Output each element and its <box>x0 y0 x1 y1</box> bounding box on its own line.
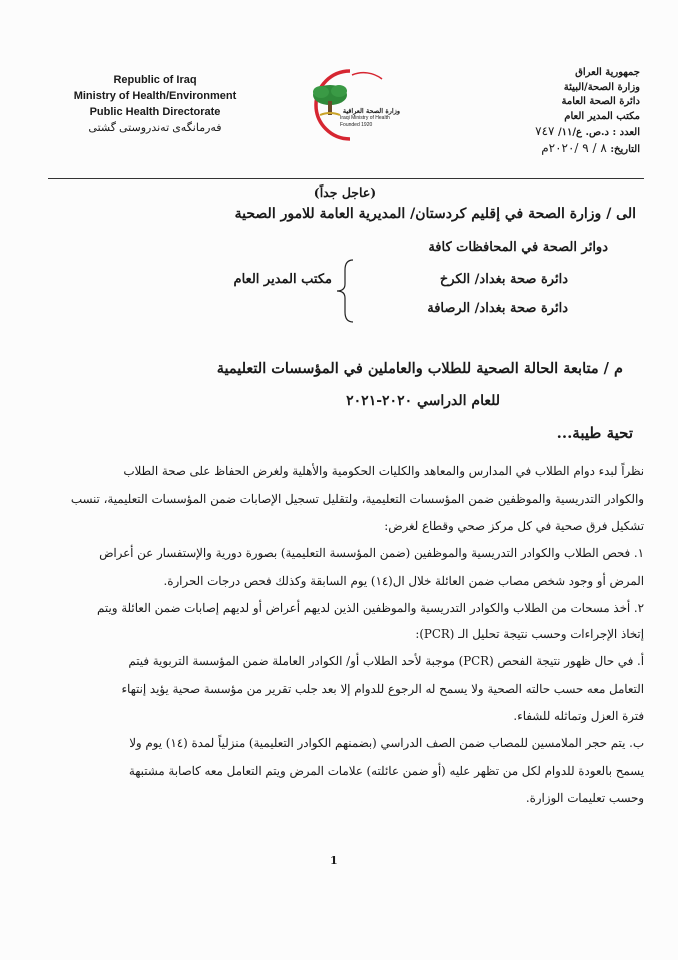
body-line: ١. فحص الطلاب والكوادر التدريسية والموظفين (ضمن المؤسسة التعليمية) بصورة دورية والإستفسار عن أعراض <box>99 546 644 560</box>
header-en-line3: Public Health Directorate <box>89 106 221 118</box>
page-number: 1 <box>330 854 338 867</box>
body-line: المرض أو وجود شخص مصاب ضمن العائلة خلال ال(١٤) يوم السابقة وكذلك فحص درجات الحرارة. <box>163 574 644 588</box>
logo-ministry-en: Iraqi Ministry of Health <box>340 115 390 121</box>
subject-line-2: للعام الدراسي ٢٠٢٠-٢٠٢١ <box>346 393 500 409</box>
greeting: تحية طيبة... <box>556 424 633 442</box>
letter-date-value: ٨ / ٩ /٢٠٢٠م <box>541 140 607 155</box>
reference-number <box>430 124 640 141</box>
recipient-3: دائرة صحة بغداد/ الرصافة <box>427 301 568 316</box>
english-letterhead <box>55 72 255 136</box>
urgent-label: (عاجل جداً) <box>313 185 377 200</box>
header-ar-line2: وزارة الصحة/البيئة <box>563 81 640 93</box>
body-line: تشكيل فرق صحية في كل مركز صحي وقطاع لغرض: <box>384 519 644 533</box>
header-en-line2: Ministry of Health/Environment <box>73 90 237 102</box>
letter-date-label: التاريخ: <box>610 143 640 155</box>
body-line: يسمح بالعودة للدوام لكل من تظهر عليه (أو ضمن عائلته) علامات المرض ويتم التعامل معه كاصابة مشتبهة <box>128 764 644 778</box>
recipients-brace <box>333 258 363 324</box>
header-divider <box>48 178 644 179</box>
body-line: والكوادر التدريسية والموظفين ضمن المؤسسات التعليمية، ولتقليل تسجيل الإصابات ضمن المؤسسات التعليمية، تنسب <box>70 492 644 506</box>
body-line: إتخاذ الإجراءات وحسب نتيجة تحليل الـ (PCR): <box>415 627 644 641</box>
header-ar-line4: مكتب المدير العام <box>564 110 640 122</box>
body-line: فترة العزل وتماثله للشفاء. <box>513 709 644 723</box>
body-line: ٢. أخذ مسحات من الطلاب والكوادر التدريسية والموظفين الذين لديهم أعراض أو لديهم إصابات ضمن العائلة ويتم <box>97 601 644 615</box>
ministry-logo-icon <box>290 65 400 145</box>
header-ar-line3: دائرة الصحة العامة <box>561 96 640 107</box>
addressee-line: الى / وزارة الصحة في إقليم كردستان/ المديرية العامة للامور الصحية <box>234 206 636 222</box>
logo-ministry-ar: وزارة الصحة العراقية <box>342 107 400 115</box>
header-kurdish-line: فەرمانگەی تەندروستی گشتی <box>88 122 222 134</box>
body-line: ب. يتم حجر الملامسين للمصاب ضمن الصف الدراسي (بضمنهم الكوادر التعليمية) منزلياً لمدة (١٤) يوم ولا <box>129 736 644 750</box>
arabic-letterhead <box>430 66 640 157</box>
reference-number-label: العدد : د.ص. ع/١١/ <box>557 127 640 138</box>
body-line: التعامل معه حسب حالته الصحية ولا يسمح له الرجوع للدوام إلا بعد جلب تقرير من مؤسسة صحية يؤيد إنتهاء <box>121 682 644 696</box>
logo-founded: Founded 1920 <box>340 122 373 128</box>
recipient-1: دوائر الصحة في المحافظات كافة <box>428 240 608 255</box>
letter-date <box>430 141 640 158</box>
recipient-2: دائرة صحة بغداد/ الكرخ <box>439 272 568 287</box>
body-line: وحسب تعليمات الوزارة. <box>525 791 644 805</box>
header-en-line1: Republic of Iraq <box>113 74 197 86</box>
office-label: مكتب المدير العام <box>233 272 332 287</box>
subject-line-1: م / متابعة الحالة الصحية للطلاب والعاملين في المؤسسات التعليمية <box>216 360 623 377</box>
body-line: أ. في حال ظهور نتيجة الفحص (PCR) موجبة لأحد الطلاب أو/ الكوادر العاملة ضمن المؤسسة التربوية فيتم <box>128 654 644 668</box>
logo-caption <box>340 108 400 129</box>
header-ar-line1: جمهورية العراق <box>575 67 640 78</box>
reference-number-value: ٧٤٧ <box>535 124 555 138</box>
body-line: نظراً لبدء دوام الطلاب في المدارس والمعاهد والكليات الحكومية والأهلية ولغرض الحفاظ على صحة الطلاب <box>123 464 644 478</box>
